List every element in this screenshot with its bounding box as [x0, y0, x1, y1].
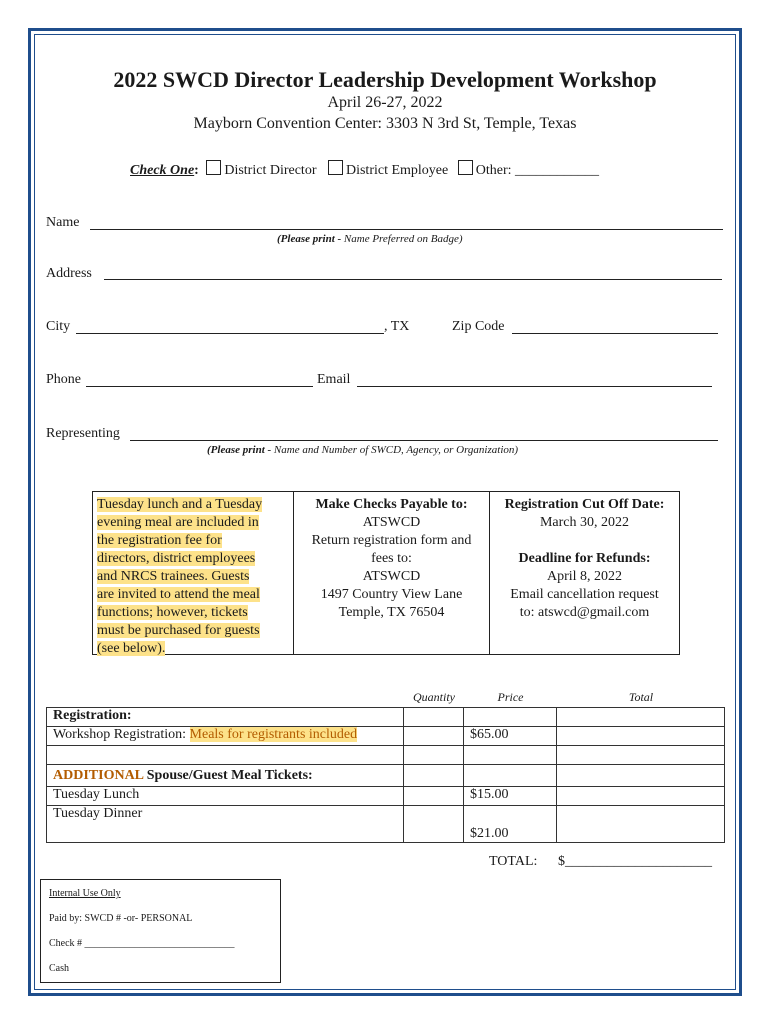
quantity-cell[interactable]	[404, 746, 464, 765]
meals-note-line: and NRCS trainees. Guests	[97, 569, 250, 584]
city-field[interactable]	[76, 333, 384, 334]
cutoff-date: March 30, 2022	[539, 515, 630, 530]
meals-note-line: (see below).	[97, 641, 166, 656]
quantity-cell[interactable]	[404, 765, 464, 787]
refund-line: to: atswcd@gmail.com	[519, 605, 650, 620]
quantity-cell[interactable]	[404, 708, 464, 727]
district-employee-checkbox[interactable]	[328, 160, 343, 175]
table-row	[47, 787, 725, 806]
checks-payable-title: Make Checks Payable to:	[315, 497, 468, 512]
total-cell[interactable]	[557, 746, 725, 765]
representing-label: Representing	[46, 426, 120, 441]
district-employee-label: District Employee	[345, 163, 449, 178]
name-label: Name	[46, 215, 80, 230]
price-cell: $21.00	[464, 806, 557, 843]
meals-note-line: must be purchased for guests	[97, 623, 260, 638]
check-one-label: Check One	[130, 163, 195, 178]
spacer-cell	[47, 746, 404, 765]
other-checkbox[interactable]	[458, 160, 473, 175]
additional-tickets-cell: ADDITIONAL Spouse/Guest Meal Tickets:	[47, 765, 404, 787]
phone-label: Phone	[46, 372, 81, 387]
meals-included-highlight: Meals for registrants included	[189, 727, 358, 742]
refund-title: Deadline for Refunds:	[518, 551, 651, 566]
cash-line: Cash	[49, 963, 69, 974]
other-label: Other: ____________	[475, 163, 600, 178]
quantity-cell[interactable]	[404, 787, 464, 806]
name-hint: (Please print - Name Preferred on Badge)	[277, 233, 463, 245]
table-row	[47, 727, 725, 746]
form-title: 2022 SWCD Director Leadership Development Workshop	[113, 67, 657, 92]
total-cell[interactable]	[557, 787, 725, 806]
representing-hint: (Please print - Name and Number of SWCD, Agency, or Organization)	[207, 444, 519, 456]
quantity-header: Quantity	[413, 690, 455, 704]
price-cell	[464, 746, 557, 765]
name-field[interactable]	[90, 229, 723, 230]
event-venue: Mayborn Convention Center: 3303 N 3rd St, Temple, Texas	[193, 115, 577, 132]
internal-use-box	[40, 879, 281, 983]
paid-by-line: Paid by: SWCD # -or- PERSONAL	[49, 913, 193, 924]
total-cell[interactable]	[557, 708, 725, 727]
workshop-registration-cell: Workshop Registration: Meals for registrants included	[47, 727, 404, 746]
checks-line: ATSWCD	[362, 515, 421, 530]
quantity-cell[interactable]	[404, 806, 464, 843]
price-header: Price	[497, 690, 524, 704]
meals-note-line: directors, district employees	[97, 551, 256, 566]
total-value-field[interactable]: $_____________________	[558, 854, 712, 869]
check-number-line: Check # ______________________________	[49, 938, 235, 949]
quantity-cell[interactable]	[404, 727, 464, 746]
total-cell[interactable]	[557, 727, 725, 746]
total-label: TOTAL:	[489, 854, 538, 869]
district-director-checkbox[interactable]	[206, 160, 221, 175]
meals-note	[93, 492, 294, 654]
tuesday-dinner-cell: Tuesday Dinner	[47, 806, 404, 843]
email-label: Email	[317, 372, 351, 387]
table-row	[47, 746, 725, 765]
zip-label: Zip Code	[452, 319, 505, 334]
checks-line: ATSWCD	[362, 569, 421, 584]
price-cell: $15.00	[464, 787, 557, 806]
city-label: City	[46, 319, 71, 334]
meals-note-line: Tuesday lunch and a Tuesday	[97, 497, 263, 512]
checks-line: Temple, TX 76504	[338, 605, 445, 620]
meals-note-line: are invited to attend the meal	[97, 587, 260, 602]
tuesday-lunch-cell: Tuesday Lunch	[47, 787, 404, 806]
total-cell[interactable]	[557, 765, 725, 787]
event-dates: April 26-27, 2022	[327, 94, 443, 111]
email-field[interactable]	[357, 386, 712, 387]
table-row	[47, 806, 725, 843]
internal-use-title: Internal Use Only	[49, 888, 121, 899]
check-one-row: Check One: District Director District Employee Other: ____________	[130, 160, 599, 179]
refund-line: Email cancellation request	[510, 587, 659, 602]
registration-table	[46, 707, 725, 843]
checks-line: Return registration form and	[311, 533, 472, 548]
cutoff-title: Registration Cut Off Date:	[504, 497, 665, 512]
checks-line: fees to:	[371, 551, 412, 566]
meals-note-line: functions; however, tickets	[97, 605, 248, 620]
total-cell[interactable]	[557, 806, 725, 843]
address-label: Address	[46, 266, 92, 281]
district-director-label: District Director	[224, 163, 317, 178]
phone-field[interactable]	[86, 386, 313, 387]
address-field[interactable]	[104, 279, 722, 280]
table-row	[47, 708, 725, 727]
table-row	[47, 765, 725, 787]
zip-field[interactable]	[512, 333, 718, 334]
price-cell: $65.00	[464, 727, 557, 746]
price-cell	[464, 708, 557, 727]
price-cell	[464, 765, 557, 787]
total-header: Total	[628, 690, 654, 704]
meals-note-line: the registration fee for	[97, 533, 222, 548]
info-box	[92, 491, 680, 655]
representing-field[interactable]	[130, 440, 718, 441]
registration-heading-cell: Registration:	[47, 708, 404, 727]
refund-line: April 8, 2022	[546, 569, 623, 584]
meals-note-line: evening meal are included in	[97, 515, 259, 530]
checks-line: 1497 Country View Lane	[320, 587, 463, 602]
checks-payable-section	[294, 492, 490, 654]
deadlines-section	[490, 492, 679, 654]
state-label: , TX	[384, 319, 410, 334]
